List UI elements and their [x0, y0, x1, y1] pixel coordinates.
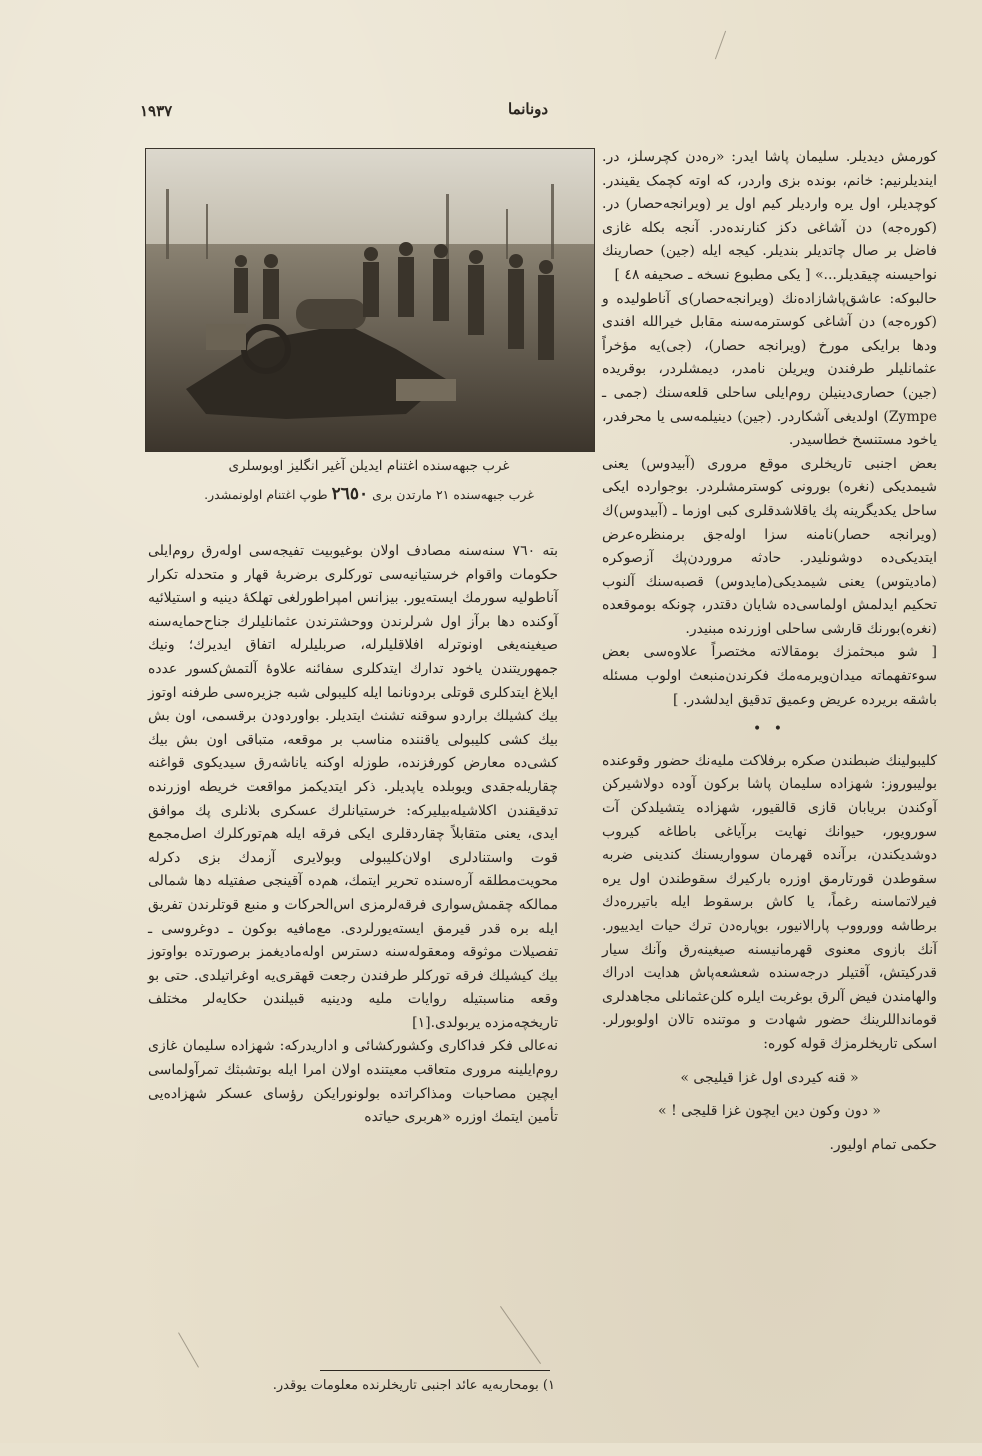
page-number: ١٩٣٧ — [140, 102, 173, 120]
paragraph: کلیبولینك ضبطندن صکره برفلاکت ملیه‌نك حضور وقوعنده بولیبوروز: شهزاده سلیمان پاشا برکون آوده دولاشیرکن آوکندن بریابان قازی قالقیور، شهزاده یتشیلدکن آت سورویور، حیوانك نهایت برآیاغی باطاغه کیروب دوشدیکندن، برآنده قهرمان سوواریسنك کندینی ضربه سقوطدن قورتارمق اوزره بارکیرك سقوطندن اول یره فیرلاتماسنه رغماً، یا کاش برسقوط ایله باتیرره‌دك برطاشه وورووب پارالانیور، بوپاره‌دن ترك حیات ایدییور. آنك بازوی معنوی قهرمانیسنه صیغینه‌رق وآنك سیار قدرکیتش، آقتیلر درجه‌سنده شعشعه‌پاش هدایت ادراك والهامندن فیض آلرق بوغربت ایلره کلن‌عثمانلی مجاهدلری قومانداللرینك حضور شهادت و موتنده تالان اولوبورلر. اسکی تاریخلرمزك قوله کوره: — [602, 752, 937, 1052]
paragraph: بته ٧٦٠ سنه‌سنه مصادف اولان بوغیوبیت تفیجه‌سی اوله‌رق روم‌ایلی حکومات واقوام خرستیانیه‌سی تورکلری برضربهٔ قهار و متحدله تکرار آناطولیه سورمك ایسته‌یور. بیزانس امپراطورلغی تهلکهٔ دینیه و استیلائیه آوکنده دها برآز اول شرلرندن ووحشترندن عثمانلیلرك جناح‌حمایه‌سنه صیغینه‌یغی اونوترله افلاقلیلرله، صربلیلرله اتفاق ایدیرك؛ ونیك جمهوریتندن یاخود تدارك ایتدکلری سفائنه علاوهٔ آلتمش‌کسور عدده ایلاغ ایتدکلری قوتلی بردونانما ایله کلیبولی شبه جزیره‌سی طرفنه اوتوز بیك کشیلك براردو سوقنه تشنث ایتدیلر. بواوردودن برقسمی، اون بش بیك کشی کلیبولی یاقننده مناسب بر موقعه، متباقی اون بش بیك کشی‌ده معارض کورفزنده، طوزله اوکنه یاناشه‌رق سیدیکوی قواغنه چقاریله‌جقدی ویوبلده یاپدیلر. ذکر ایتدیکمز مواقعت خریطه اوزرنده تدقیقندن اکلاشیله‌بیلیرکه: خرستیانلرك عسکری بلانلری پك موافق ایدی، یعنی متقابلاً چقاردقلری ایکی فرقه ایله هم‌تورکلرك اصل‌مجمع قوت واستنادلری اولان‌کلیبولی وبولایری آزمدك بزی دکرله محویت‌مطلقه آره‌سنده تحریر ایتمك، هم‌ده آقینجی صفتیله دها شمالی ممالکه چقمش‌سواری فرقه‌لرمزی اس‌الحرکات و منبع قوتلرندن تفریق ایله بره قدر قیرمق ایسته‌یورلردی. مع‌مافیه بوکون ـ دوغروسی ـ تفصیلات موثوقه ومعقوله‌سنه دسترس اوله‌مادیغمز برصورتده بواوتوز بیك کیشیلك فرقه تورکلر طرفندن رجعت قهقری‌یه اوغراتیلدی. حتی بو وقعه مناسبتیله روایات ملیه ودینیه قبیلندن حکایه‌لر مختلف تاریخچه‌مزده یربولدی.[١] — [148, 543, 558, 1031]
footnote-divider — [320, 1370, 550, 1371]
paper-scratch — [715, 31, 726, 60]
paragraph: نه‌عالی فکر فداکاری وکشورکشائی و اداریدرکه: شهزاده سلیمان غازی روم‌ایلینه مروری متعاقب معیتنده اولان امرا ایله بوتشبثك تمرآولماسی ایچین مصاحبات ومذاکراتده بولونورایکن رؤسای عسکر شهزاده‌یی تأمین ایتمك اوزره «هربری حیاتده — [148, 1038, 558, 1126]
poem-line: « دون وکون دین ایچون غزا قلیجی ! » — [658, 1103, 881, 1120]
paragraph: کورمش دیدیلر. سلیمان پاشا ایدر: «ره‌دن کچرسلز، در. ایندیلرنیم: خانم، بونده بزی واردر، که اوته کچمک یقیندر. کوچدیلر، اول یره واردیلر کیم اول یر (ویرانجه‌حصار) در. (کوره‌جه) دن آشاغی دکز کنارنده‌در. آنجه بکله غازی فاضل بر صال چاتدیلر بندیلر. کیجه ایله (جین) حصارینك نواحیسنه چیقدیلر...» [ یکی مطبوع نسخه ـ صحیفه ٤٨ ] — [602, 149, 937, 283]
subcaption-prefix: غرب جبهه‌سنده ۲۱ مارتدن بری — [372, 487, 534, 502]
subcaption-number: ٢٦٥٠ — [331, 484, 369, 504]
left-column — [148, 540, 558, 1130]
section-divider: • • — [753, 721, 786, 738]
photo-caption: غرب جبهه‌سنده اغتنام ایدیلن آغیر انگلیز اوبوسلری — [228, 458, 510, 474]
paper-scratch — [178, 1332, 199, 1367]
paragraph: حالبوکه: عاشق‌پاشازاده‌نك (ویرانجه‌حصار)ی آناطولیده و (کوره‌جه) دن آشاغی کوسترمه‌سنه مقابل خیرالله افندی ودها برایکی مورخ (ویرانجه حصار)، (جی)یه مؤخراً عثمانلیلر طرفندن ویریلن نامدر، دیمشلردر، بوقریده (جین) حصاری‌دینیلن روم‌ایلی ساحلی قلعه‌سنك (جمی ـ Zympe) اولدیغی آشکاردر. (جین) دینیلمه‌سی یا محرفدر، یاخود مستنسخ خطاسیدر. — [602, 290, 937, 449]
subcaption-suffix: طوپ اغتنام اولونمشدر. — [204, 487, 328, 502]
paragraph: بعض اجنبی تاریخلری موقع مروری (آبیدوس) یعنی شیمدیکی (نغره) بورونی کوسترمشلردر. بوجوارده ایکی ساحل یکدیگرینه پك یاقلاشدقلری کبی اوزما ـ (آبیدوس)ك (ویرانجه حصار)نامنه سزا اوله‌جق برمنظره‌عرض ایتدیکی‌ده دوشونلیدر. حادثه مروردن‌پك آزصوکره (مادیتوس) یعنی شیمدیکی(مایدوس) قصبه‌سنك آلنوب تحکیم ایدلمش اولماسی‌ده شایان دقتدر، چونکه بوموقعده (نغره)بورنك قارشی ساحلی اوزرنده مبنیدر. — [602, 455, 937, 637]
photo-illustration — [146, 149, 594, 451]
poem-line: « قنه کیردی اول غزا قیلیجی » — [680, 1069, 859, 1086]
photo-subcaption — [145, 484, 593, 504]
paper-scratch — [500, 1306, 541, 1364]
paragraph: حکمی تمام اولیور. — [829, 1136, 937, 1153]
battlefield-photo — [145, 148, 595, 452]
right-column — [602, 146, 937, 1456]
footnote: ١) بومحاربه‌یه عائد اجنبی تاریخلرنده معلومات یوقدر. — [272, 1378, 555, 1393]
page-header-title: دونانما — [508, 100, 549, 118]
paragraph: [ شو مبحثمزك بومقالاته مختصراً علاوه‌سی بعض سوءتفهماته میدان‌ویرمه‌مك فکرندن‌منبعث اولوب مسئله باشقه بریرده عریض وعمیق تدقیق ایدلشدر. ] — [602, 644, 937, 708]
